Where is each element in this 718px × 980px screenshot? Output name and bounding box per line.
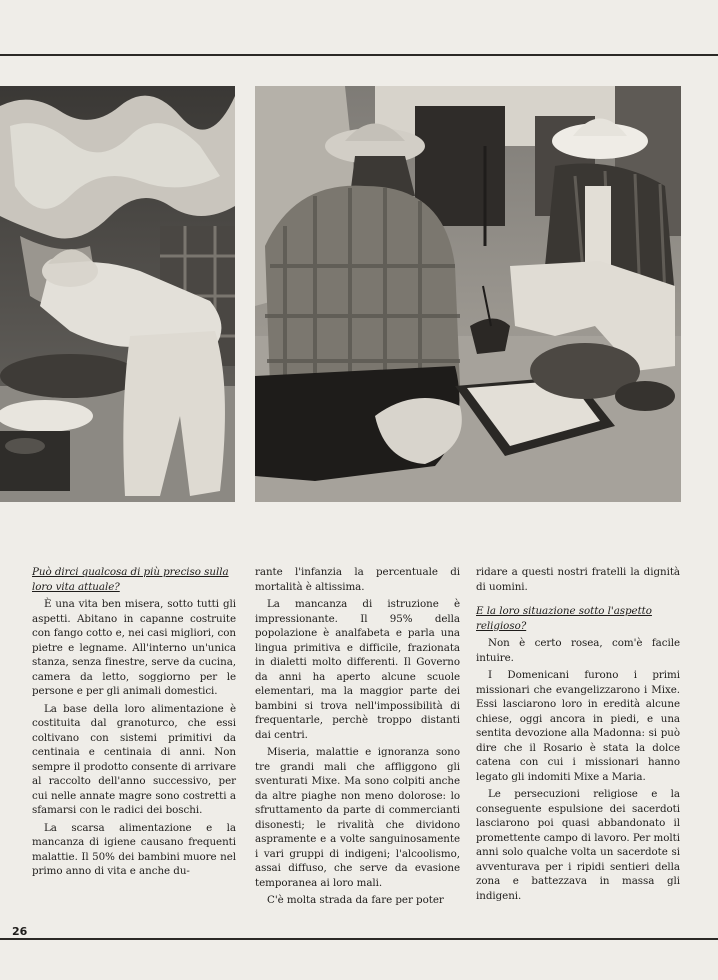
paragraph: La base della loro alimentazione è costituita dal granoturco, che essi coltivano con sistemi primitivi da centinaia e centinaia di anni. Non sempre il prodotto consente di arrivare al raccolto dell'anno successivo, per cui nelle annate magre sono costretti a sfamarsi con le radici dei boschi. [32, 702, 236, 816]
text-column-1 [32, 565, 236, 882]
men-at-market-photo [255, 86, 681, 502]
paragraph: Le persecuzioni religiose e la conseguente espulsione dei sacerdoti lasciarono poi quasi abbandonato il promettente campo di lavoro. Per molti anni solo qualche volta un sacerdote si avventurava per i ripidi sentieri della zona e battezzava in massa gli indigeni. [476, 788, 680, 902]
text-column-3 [476, 565, 680, 906]
question-heading-1: Può dirci qualcosa di più preciso sulla loro vita attuale? [32, 566, 229, 593]
question-heading-2: E la loro situazione sotto l'aspetto religioso? [476, 605, 652, 632]
top-rule [0, 54, 718, 56]
text-column-2 [255, 565, 460, 911]
paragraph: Miseria, malattie e ignoranza sono tre grandi mali che affliggono gli sventurati Mixe. Ma sono colpiti anche da altre piaghe non meno dolorose: lo sfruttamento da parte di commercianti disonesti; le rivalità che dividono aspramente e a volte sanguinosamente i vari gruppi di indigeni; l'alcoolismo, assai diffuso, che serve da evasione temporanea ai loro mali. [255, 746, 460, 889]
page-number: 26 [12, 925, 28, 938]
paragraph: È una vita ben misera, sotto tutti gli aspetti. Abitano in capanne costruite con fango cotto e, nei casi migliori, con pietre e legname. All'interno un'unica stanza, senza finestre, serve da cucina, camera da letto, soggiorno per le persone e per gli animali domestici. [32, 598, 236, 697]
market-vendor-photo [0, 86, 235, 502]
bottom-rule [0, 938, 718, 940]
paragraph-continued: ridare a questi nostri fratelli la dignità di uomini. [476, 566, 680, 593]
paragraph-continued: rante l'infanzia la percentuale di mortalità è altissima. [255, 566, 460, 593]
paragraph: C'è molta strada da fare per poter [267, 894, 444, 906]
men-at-market-image [255, 86, 681, 502]
market-vendor-image [0, 86, 235, 502]
paragraph: I Domenicani furono i primi missionari che evangelizzarono i Mixe. Essi lasciarono loro in eredità alcune chiese, oggi ancora in piedi, e una sentita devozione alla Madonna: si può dire che il Rosario è stata la dolce catena con cui i missionari hanno legato gli indomiti Mixe a Maria. [476, 669, 680, 783]
paragraph: La scarsa alimentazione e la mancanza di igiene causano frequenti malattie. Il 50% dei bambini muore nel primo anno di vita e anche du- [32, 821, 236, 877]
paragraph: Non è certo rosea, com'è facile intuire. [476, 637, 680, 664]
paragraph: La mancanza di istruzione è impressionante. Il 95% della popolazione è analfabeta e parla una lingua primitiva e difficile, frazionata in dialetti molto differenti. Il Governo da anni ha aperto alcune scuole elementari, ma la maggior parte dei bambini si trova nell'impossibilità di frequentarle, perchè troppo distanti dai centri. [255, 598, 460, 741]
